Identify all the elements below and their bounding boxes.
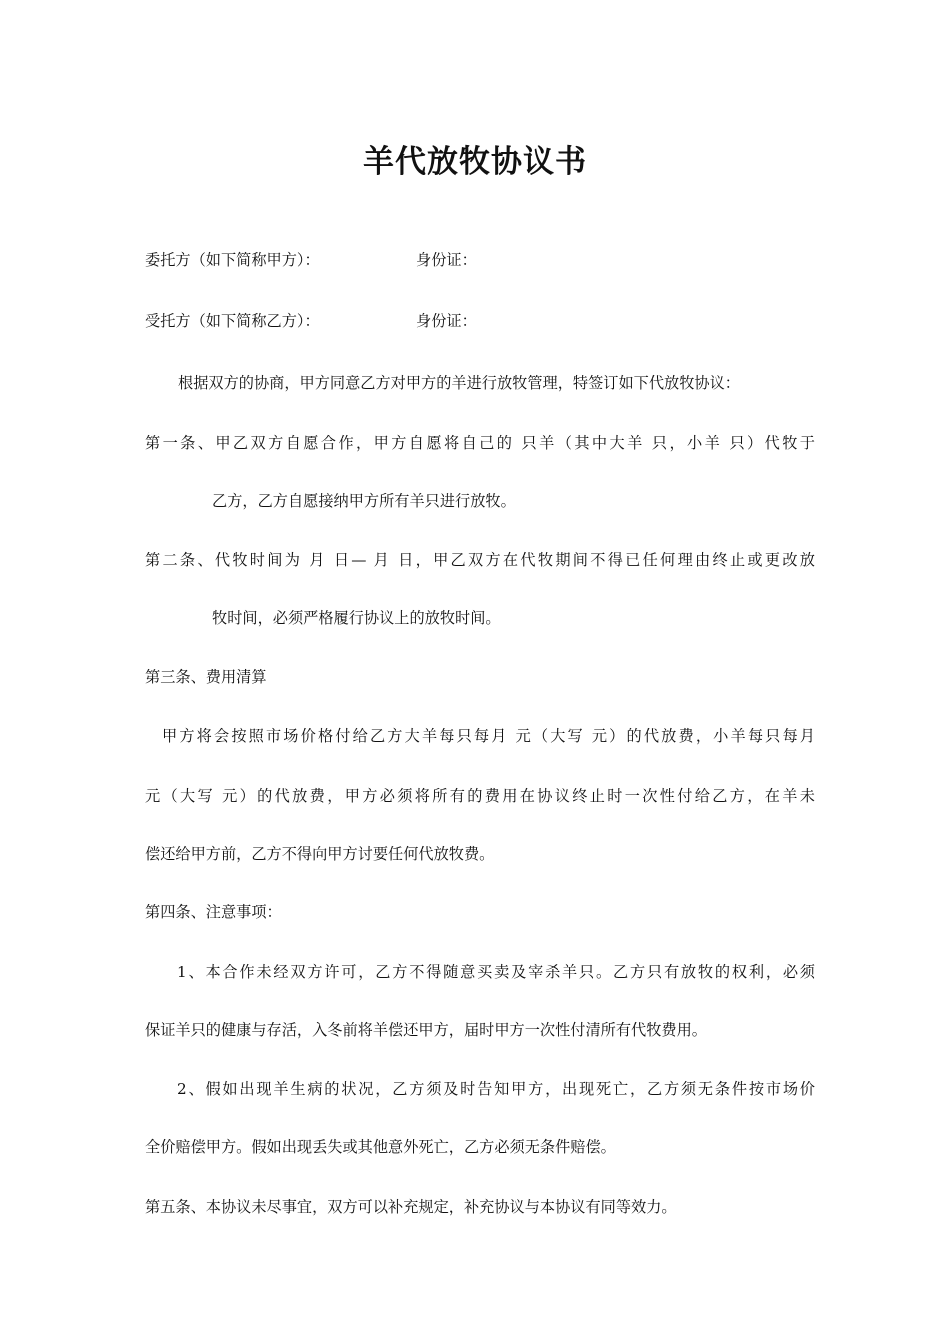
article-1-line-2: 乙方，乙方自愿接纳甲方所有羊只进行放牧。 <box>212 492 516 510</box>
article-3-line-1: 甲方将会按照市场价格付给乙方大羊每只每月 元（大写 元）的代放费，小羊每只每月 <box>162 727 815 745</box>
article-3-line-2: 元（大写 元）的代放费，甲方必须将所有的费用在协议终止时一次性付给乙方，在羊未 <box>145 787 815 805</box>
party-a-id-label: 身份证： <box>416 251 477 269</box>
article-4-heading: 第四条、注意事项： <box>145 903 282 921</box>
article-2-line-1: 第二条、代牧时间为 月 日— 月 日，甲乙双方在代牧期间不得已任何理由终止或更改放 <box>145 551 815 569</box>
article-3-heading: 第三条、费用清算 <box>145 668 267 686</box>
preamble: 根据双方的协商，甲方同意乙方对甲方的羊进行放牧管理，特签订如下代放牧协议： <box>178 374 740 392</box>
party-b-label: 受托方（如下简称乙方）： <box>145 312 320 330</box>
document-title: 羊代放牧协议书 <box>363 144 587 180</box>
article-4-item-1-line-1: 1、本合作未经双方许可，乙方不得随意买卖及宰杀羊只。乙方只有放牧的权利，必须 <box>177 963 815 981</box>
article-3-line-3: 偿还给甲方前，乙方不得向甲方讨要任何代放牧费。 <box>145 845 495 863</box>
article-2-line-2: 牧时间，必须严格履行协议上的放牧时间。 <box>212 609 501 627</box>
party-b-id-label: 身份证： <box>416 312 477 330</box>
party-a-label: 委托方（如下简称甲方）： <box>145 251 320 269</box>
article-1-line-1: 第一条、甲乙双方自愿合作，甲方自愿将自己的 只羊（其中大羊 只，小羊 只）代牧于 <box>145 434 815 452</box>
article-4-item-2-line-2: 全价赔偿甲方。假如出现丢失或其他意外死亡，乙方必须无条件赔偿。 <box>145 1138 616 1156</box>
article-4-item-2-line-1: 2、假如出现羊生病的状况，乙方须及时告知甲方，出现死亡，乙方须无条件按市场价 <box>177 1080 815 1098</box>
article-4-item-1-line-2: 保证羊只的健康与存活，入冬前将羊偿还甲方，届时甲方一次性付清所有代牧费用。 <box>145 1021 707 1039</box>
article-5: 第五条、本协议未尽事宜，双方可以补充规定，补充协议与本协议有同等效力。 <box>145 1198 677 1216</box>
